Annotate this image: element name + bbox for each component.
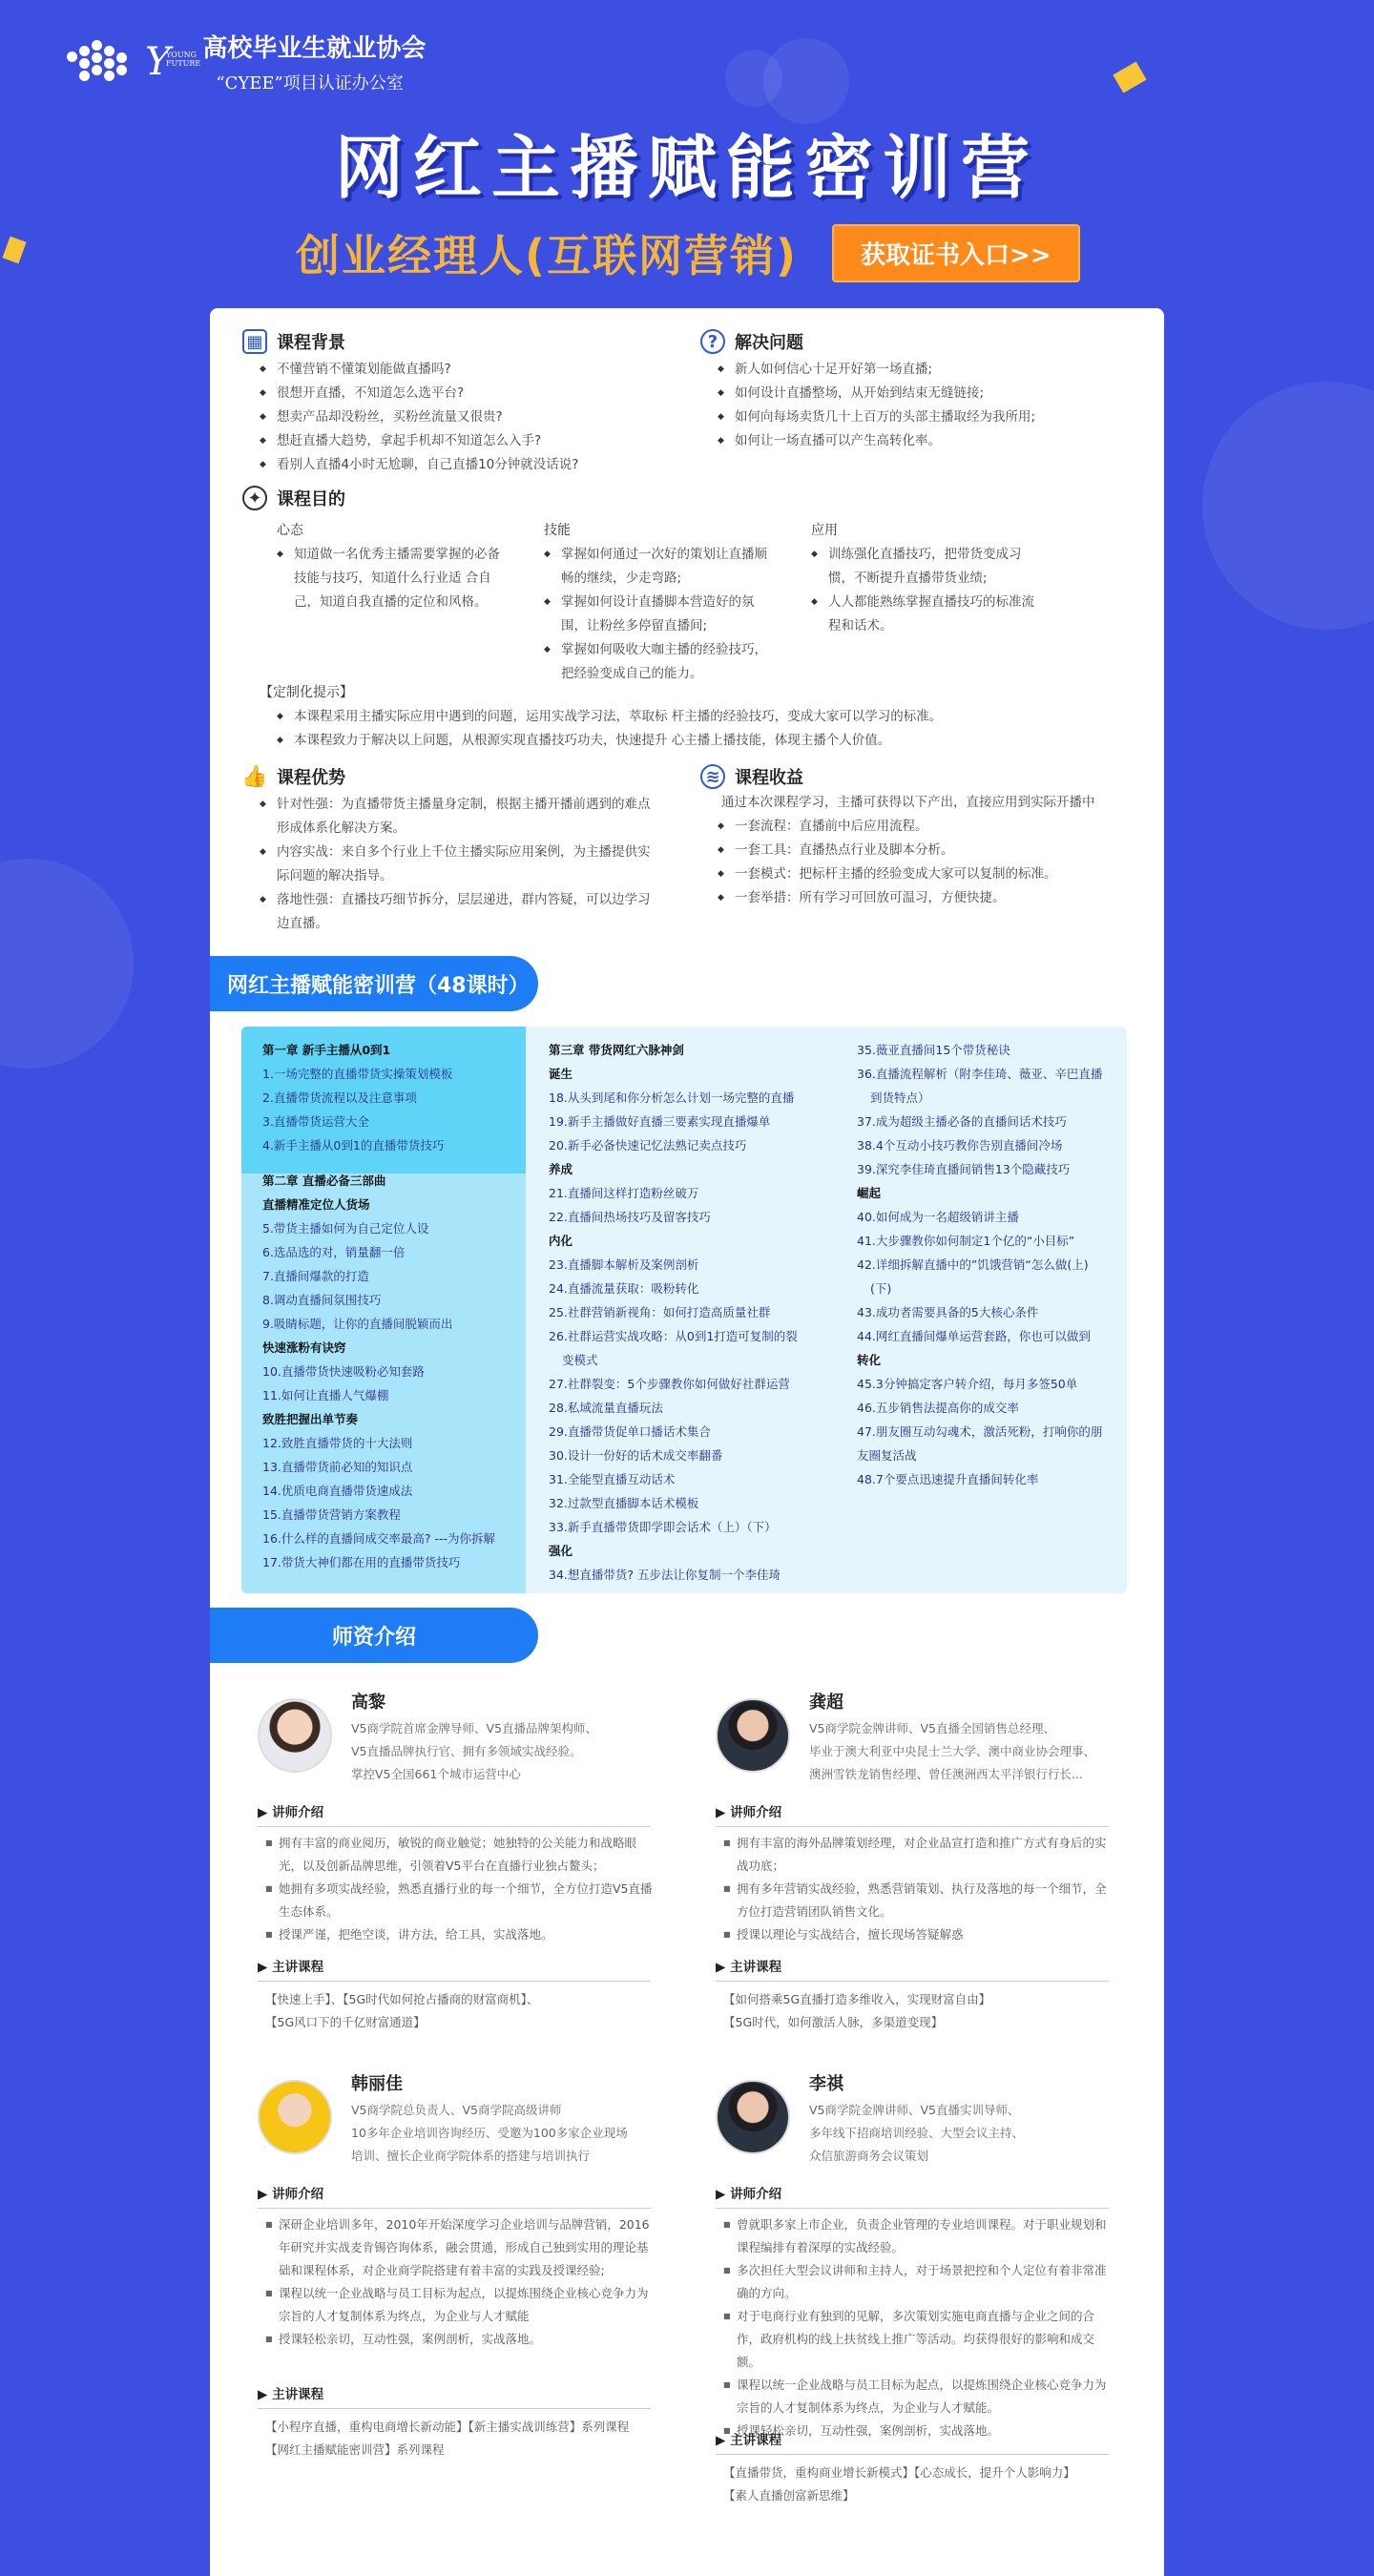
section-heading [700, 764, 1149, 789]
course-line: 【直播带货，重构商业增长新模式】【心态成长，提升个人影响力】 [723, 2465, 1075, 2480]
section-heading [242, 764, 662, 789]
course-line: 【5G时代，如何激活人脉，多渠道变现】 [723, 2015, 944, 2029]
goals-mind [260, 520, 508, 614]
course-heading: 第三章 带货网红六脉神剑 [549, 1043, 684, 1057]
course-item: 3.直播带货运营大全 [262, 1114, 369, 1129]
goals-section [242, 486, 1139, 510]
course-heading: 内化 [549, 1234, 573, 1248]
intro-title: ▶ 讲师介绍 [258, 1801, 651, 1827]
course-line: 【网红主播赋能密训营】系列课程 [265, 2442, 445, 2457]
intro-item: ■ 拥有多年营销实战经验，熟悉营销策划、执行及落地的每一个细节，全方位打造营销团队销售文化。 [716, 1878, 1116, 1923]
intro-item: ■ 拥有丰富的商业阅历，敏锐的商业触觉；她独特的公关能力和战略眼光，以及创新品牌思维，引领着V5平台在直播行业独占鳌头； [258, 1832, 658, 1878]
intro-list [258, 2213, 658, 2351]
goals-apply-label: 应用 [811, 523, 838, 538]
bullet-item: ◆ 内容实战：来自多个行业上千位主播实际应用案例，为主播提供实际问题的解决指导。 [242, 841, 662, 888]
course-item: 7.直播间爆款的打造 [262, 1269, 369, 1283]
bullet-item: ◆ 如何向每场卖货几十上百万的头部主播取经为我所用; [700, 405, 1149, 429]
course-item: 12.致胜直播带货的十大法则 [262, 1436, 413, 1450]
course-line: 【小程序直播，重构电商增长新动能】【新主播实战训练营】系列课程 [265, 2420, 630, 2434]
course-title: ▶ 主讲课程 [258, 2383, 651, 2409]
course-heading: 转化 [857, 1353, 882, 1367]
course-column-2 [549, 1038, 844, 1587]
org-name: 高校毕业生就业协会 [202, 34, 427, 63]
course-item: 40.如何成为一名超级销讲主播 [857, 1210, 1019, 1224]
bullet-item: ◆ 看别人直播4小时无尬聊，自己直播10分钟就没话说? [242, 453, 691, 477]
question-icon: ? [700, 329, 725, 354]
section-heading [242, 329, 691, 354]
course-item: 23.直播脚本解析及案例剖析 [549, 1257, 699, 1272]
intro-list [716, 1832, 1116, 1946]
bullet-item: ◆ 一套模式：把标杆主播的经验变成大家可以复制的标准。 [700, 862, 1149, 886]
course-item: 8.调动直播间氛围技巧 [262, 1293, 382, 1307]
bullet-item: ◆ 想赶直播大趋势，拿起手机却不知道怎么入手? [242, 429, 691, 453]
course-item: 32.过款型直播脚本话术模板 [549, 1496, 699, 1510]
course-list [716, 1988, 1116, 2034]
tips-title: 【定制化提示】 [260, 685, 353, 700]
bg-circle [0, 859, 134, 1069]
course-heading: 第一章 新手主播从0到1 [262, 1043, 391, 1057]
course-item: 30.设计一份好的话术成交率翻番 [549, 1448, 723, 1463]
course-title: ▶ 主讲课程 [716, 1956, 1109, 1982]
intro-item: ■ 课程以统一企业战略与员工目标为起点，以提炼围绕企业核心竞争力为宗旨的人才复制体系为终点，为企业与人才赋能。 [716, 2374, 1116, 2420]
intro-item: ■ 授课严谨，把绝空谈，讲方法，给工具，实战落地。 [258, 1923, 658, 1946]
section-title: 课程收益 [735, 768, 803, 788]
intro-title: ▶ 讲师介绍 [716, 1801, 1109, 1827]
avatar [258, 1698, 332, 1773]
logo-y-icon: Y YOUNG FUTURE [145, 43, 170, 81]
intro-title: ▶ 讲师介绍 [258, 2183, 651, 2209]
course-item: (下) [870, 1281, 892, 1296]
avatar [258, 2080, 332, 2154]
bullet-item: ◆ 如何设计直播整场，从开始到结束无缝链接; [700, 382, 1149, 405]
bullet-item: ◆ 知道做一名优秀主播需要掌握的必备技能与技巧，知道什么行业适 合自己，知道自我直播的定位和风格。 [260, 543, 508, 614]
teacher-name: 龚超 [809, 1693, 843, 1713]
course-item: 46.五步销售法提高你的成交率 [857, 1401, 1019, 1415]
avatar [716, 1698, 790, 1773]
teacher-name: 李祺 [809, 2074, 843, 2094]
goals-skill [527, 520, 775, 686]
course-line: 【素人直播创富新思维】 [723, 2488, 855, 2503]
course-item [262, 1157, 520, 1169]
course-title: ▶ 主讲课程 [716, 2429, 1109, 2455]
course-item: 44.网红直播间爆单运营套路，你也可以做到 [857, 1329, 1091, 1343]
bullet-item: ◆ 想卖产品却没粉丝，买粉丝流量又很贵? [242, 405, 691, 429]
course-heading: 直播精准定位人货场 [262, 1197, 370, 1212]
section-title: 课程背景 [277, 333, 345, 353]
intro-item: ■ 曾就职多家上市企业，负责企业管理的专业培训课程。对于职业规划和课程编排有着深厚的实战经验。 [716, 2213, 1116, 2259]
course-item: 14.优质电商直播带货速成法 [262, 1484, 413, 1498]
custom-tips [260, 682, 1137, 753]
intro-title: ▶ 讲师介绍 [716, 2183, 1109, 2209]
avatar [716, 2080, 790, 2154]
org-sub: “CYEE”项目认证办公室 [216, 73, 404, 93]
course-item: 11.如何让直播人气爆棚 [262, 1388, 389, 1402]
course-list [716, 2462, 1116, 2507]
intro-item: ■ 她拥有多项实战经验，熟悉直播行业的每一个细节，全方位打造V5直播生态体系。 [258, 1878, 658, 1923]
course-outline [241, 1027, 1127, 1593]
teacher-desc-line: V5商学院总负责人、V5商学院高级讲师 [351, 2103, 562, 2117]
page-subtitle: 创业经理人(互联网营销) [296, 230, 799, 281]
course-item: 29.直播带货促单口播话术集合 [549, 1424, 711, 1439]
teacher-desc [809, 1717, 1124, 1786]
intro-item: ■ 深研企业培训多年，2010年开始深度学习企业培训与品牌营销，2016年研究并实战麦肯锡咨询体系，融会贯通，形成自己独到实用的理论基 础和课程体系，对企业商学院搭建有着丰富的实践及授课经验; [258, 2213, 658, 2282]
course-column-1 [262, 1038, 520, 1574]
teacher-desc-line: 培训、擅长企业商学院体系的搭建与培训执行 [351, 2149, 591, 2163]
goals-skill-label: 技能 [544, 523, 571, 538]
course-item: 20.新手必备快速记忆法熟记卖点技巧 [549, 1138, 747, 1153]
bullet-item: ◆ 针对性强：为直播带货主播量身定制，根据主播开播前遇到的难点形成体系化解决方案。 [242, 793, 662, 841]
header [0, 0, 1374, 305]
bullet-item: ◆ 很想开直播，不知道怎么选平台? [242, 382, 691, 405]
intro-item: ■ 对于电商行业有独到的见解，多次策划实施电商直播与企业之间的合作，政府机构的线上扶贫线上推广等活动。均获得很好的影响和成交额。 [716, 2305, 1116, 2374]
course-heading: 第二章 直播必备三部曲 [262, 1174, 386, 1188]
course-item: 4.新手主播从0到1的直播带货技巧 [262, 1138, 445, 1153]
course-item: 变模式 [562, 1353, 598, 1367]
course-item: 42.详细拆解直播中的”饥饿营销“怎么做(上) [857, 1257, 1089, 1272]
intro-item: ■ 拥有丰富的海外品牌策划经理，对企业品宣打造和推广方式有身后的实战功底； [716, 1832, 1116, 1878]
bullet-item: ◆ 一套流程：直播前中后应用流程。 [700, 815, 1149, 839]
teacher-desc-line: 澳洲雪铁龙销售经理、曾任澳洲西太平洋银行行长... [809, 1767, 1083, 1781]
course-item: 47.朋友圈互动勾魂术，激活死粉，打响你的朋 [857, 1424, 1103, 1439]
calendar-icon: ▦ [242, 329, 267, 354]
logo [67, 29, 426, 94]
bullet-item: ◆ 掌握如何通过一次好的策划让直播顺畅的继续，少走弯路; [527, 543, 775, 591]
teacher-desc-line: V5商学院金牌讲师、V5直播全国销售总经理、 [809, 1721, 1056, 1735]
course-item: 到货特点） [870, 1091, 930, 1105]
bullet-item: ◆ 一套举措：所有学习可回放可温习，方便快捷。 [700, 886, 1149, 910]
course-item: 43.成功者需要具备的5大核心条件 [857, 1305, 1039, 1319]
bullet-item: ◆ 落地性强：直播技巧细节拆分，层层递进，群内答疑，可以边学习边直播。 [242, 888, 662, 936]
bullet-item: ◆ 不懂营销不懂策划能做直播吗? [242, 358, 691, 382]
section-title: 课程优势 [277, 768, 345, 788]
intro-list [258, 1832, 658, 1946]
bullet-item: ◆ 新人如何信心十足开好第一场直播; [700, 358, 1149, 382]
course-title: ▶ 主讲课程 [258, 1956, 651, 1982]
course-heading: 诞生 [549, 1067, 573, 1081]
course-item: 22.直播间热场技巧及留客技巧 [549, 1210, 711, 1224]
course-item: 10.直播带货快速吸粉必知套路 [262, 1364, 425, 1379]
intro-item: ■ 课程以统一企业战略与员工目标为起点，以提炼围绕企业核心竞争力为 宗旨的人才复制体系为终点，为企业与人才赋能 [258, 2282, 658, 2328]
course-item: 33.新手直播带货即学即会话术（上）（下） [549, 1520, 777, 1534]
intro-item: ■ 授课轻松亲切，互动性强，案例剖析，实战落地。 [258, 2328, 658, 2351]
teacher-desc [809, 2099, 1124, 2168]
course-item: 5.带货主播如何为自己定位人设 [262, 1221, 429, 1236]
section-heading [242, 486, 1139, 510]
intro-list [716, 2213, 1116, 2442]
intro-item: ■ 多次担任大型会议讲师和主持人，对于场景把控和个人定位有着非常准确的方向。 [716, 2259, 1116, 2305]
tip-item: ◆ 本课程致力于解决以上问题，从根源实现直播技巧功夫，快速提升 心主播上播技能，体现主播个人价值。 [260, 729, 1137, 753]
course-item: 41.大步骤教你如何制定1个亿的“小目标” [857, 1234, 1075, 1248]
course-item: 28.私域流量直播玩法 [549, 1401, 663, 1415]
teacher-desc [351, 1717, 666, 1786]
intro-item: ■ 授课以理论与实战结合，擅长现场答疑解惑 [716, 1923, 1116, 1946]
bullet-list [242, 358, 691, 477]
bullet-item: ◆ 人人都能熟练掌握直播技巧的标准流程和话术。 [794, 591, 1042, 638]
course-item: 27.社群裂变：5个步骤教你如何做好社群运营 [549, 1377, 790, 1391]
course-heading: 致胜把握出单节奏 [262, 1412, 359, 1426]
bullet-item: ◆ 掌握如何吸收大咖主播的经验技巧，把经验变成自己的能力。 [527, 638, 775, 686]
logo-text: YOUNG FUTURE [166, 50, 201, 68]
course-line: 【如何搭乘5G直播打造多维收入，实现财富自由】 [723, 1992, 991, 2006]
course-heading: 养成 [549, 1162, 573, 1176]
teacher-desc-line: 掌控V5全国661个城市运营中心 [351, 1767, 521, 1781]
course-item: 25.社群营销新视角：如何打造高质量社群 [549, 1305, 771, 1319]
goals-mind-label: 心态 [277, 523, 303, 538]
org-title [202, 29, 426, 94]
course-item: 18.从头到尾和你分析怎么计划一场完整的直播 [549, 1091, 795, 1105]
page-title: 网红主播赋能密训营 [334, 128, 1039, 208]
course-item: 39.深究李佳琦直播间销售13个隐藏技巧 [857, 1162, 1071, 1176]
bullet-list [700, 358, 1149, 453]
course-item: 37.成为超级主播必备的直播间话术技巧 [857, 1114, 1067, 1129]
course-column-3 [857, 1038, 1119, 1491]
teacher-desc [351, 2099, 666, 2168]
course-item: 6.选品选的对，销量翻一倍 [262, 1245, 406, 1259]
teacher-desc-line: V5商学院首席金牌导师、V5直播品牌架构师、 [351, 1721, 598, 1735]
course-item: 17.带货大神们都在用的直播带货技巧 [262, 1555, 461, 1569]
course-item: 16.什么样的直播间成交率最高? ---为你拆解 [262, 1531, 496, 1546]
course-item: 45.3分钟搞定客户转介绍，每月多签50单 [857, 1377, 1078, 1391]
bullet-item: ◆ 一套工具：直播热点行业及脚本分析。 [700, 839, 1149, 862]
course-item: 21.直播间这样打造粉丝破万 [549, 1186, 699, 1200]
section-title: 解决问题 [735, 333, 803, 353]
bullet-item: ◆ 如何让一场直播可以产生高转化率。 [700, 429, 1149, 453]
course-line: 【5G风口下的千亿财富通道】 [265, 2015, 426, 2029]
bullet-item: ◆ 掌握如何设计直播脚本营造好的氛围，让粉丝多停留直播间; [527, 591, 775, 638]
bg-circle [1202, 382, 1374, 630]
course-item: 31.全能型直播互动话术 [549, 1472, 676, 1486]
course-item: 2.直播带货流程以及注意事项 [262, 1091, 417, 1105]
gains-intro: 通过本次课程学习，主播可获得以下产出，直接应用到实际开播中 [721, 795, 1095, 810]
course-item: 26.社群运营实战攻略：从0到1打造可复制的裂 [549, 1329, 798, 1343]
subtitle-row [296, 221, 1080, 284]
intro-item: ■ 授课轻松亲切，互动性强，案例剖析，实战落地。 [716, 2420, 1116, 2442]
teacher-desc-line: 毕业于澳大利亚中央昆士兰大学、澳中商业协会理事、 [809, 1744, 1096, 1758]
section-heading [700, 329, 1149, 354]
tip-item: ◆ 本课程采用主播实际应用中遇到的问题，运用实战学习法，萃取标 杆主播的经验技巧，变成大家可以学习的标准。 [260, 705, 1137, 729]
course-heading: 快速涨粉有诀窍 [262, 1340, 346, 1355]
gains-section [700, 764, 1149, 910]
logo-mark-icon [67, 32, 134, 92]
course-heading: 强化 [549, 1544, 573, 1558]
teacher-desc-line: V5直播品牌执行官、拥有多领域实战经验。 [351, 1744, 582, 1758]
teacher-desc-line: 众信旅游商务会议策划 [809, 2149, 929, 2163]
cert-entry-button[interactable]: 获取证书入口>> [832, 224, 1080, 282]
bullet-item: ◆ 训练强化直播技巧，把带货变成习惯，不断提升直播带货业绩; [794, 543, 1042, 591]
course-item: 13.直播带货前必知的知识点 [262, 1460, 413, 1474]
course-item: 35.薇亚直播间15个带货秘诀 [857, 1043, 1010, 1057]
course-line: 【快速上手】、【5G时代如何抢占播商的财富商机】、 [265, 1992, 539, 2006]
course-item: 15.直播带货营销方案教程 [262, 1507, 401, 1522]
section-title: 课程目的 [277, 489, 345, 509]
background-section [242, 329, 691, 477]
course-item: 1.一场完整的直播带货实操策划模板 [262, 1067, 453, 1081]
teacher-name: 韩丽佳 [351, 2074, 403, 2094]
course-heading: 崛起 [857, 1186, 882, 1200]
course-item: 友圈复活战 [857, 1448, 917, 1463]
goals-apply [794, 520, 1042, 638]
course-item: 38.4个互动小技巧教你告别直播间冷场 [857, 1138, 1063, 1153]
course-item: 24.直播流量获取：吸粉转化 [549, 1281, 699, 1296]
course-item: 9.吸睛标题，让你的直播间脱颖而出 [262, 1317, 453, 1331]
course-bar: 网红主播赋能密训营（48课时） [210, 956, 538, 1011]
teacher-name: 高黎 [351, 1693, 385, 1713]
teacher-desc-line: V5商学院金牌讲师、V5直播实训导师、 [809, 2103, 1020, 2117]
thumbs-up-icon: 👍 [241, 764, 268, 789]
course-item: 36.直播流程解析（附李佳琦、薇亚、辛巴直播 [857, 1067, 1103, 1081]
course-item: 19.新手主播做好直播三要素实现直播爆单 [549, 1114, 771, 1129]
teacher-bar: 师资介绍 [210, 1608, 538, 1663]
coins-icon: ≋ [700, 764, 725, 789]
teacher-desc-line: 10多年企业培训咨询经历、受邀为100多家企业现场 [351, 2126, 628, 2140]
problems-section [700, 329, 1149, 453]
advantages-section [242, 764, 662, 936]
course-list [258, 1988, 658, 2034]
course-item: 34.想直播带货? 五步法让你复制一个李佳琦 [549, 1568, 781, 1582]
teacher-desc-line: 多年线下招商培训经验、大型会议主持、 [809, 2126, 1025, 2140]
course-item: 48.7个要点迅速提升直播间转化率 [857, 1472, 1039, 1486]
target-icon: ✦ [242, 486, 267, 510]
course-list [258, 2416, 658, 2462]
